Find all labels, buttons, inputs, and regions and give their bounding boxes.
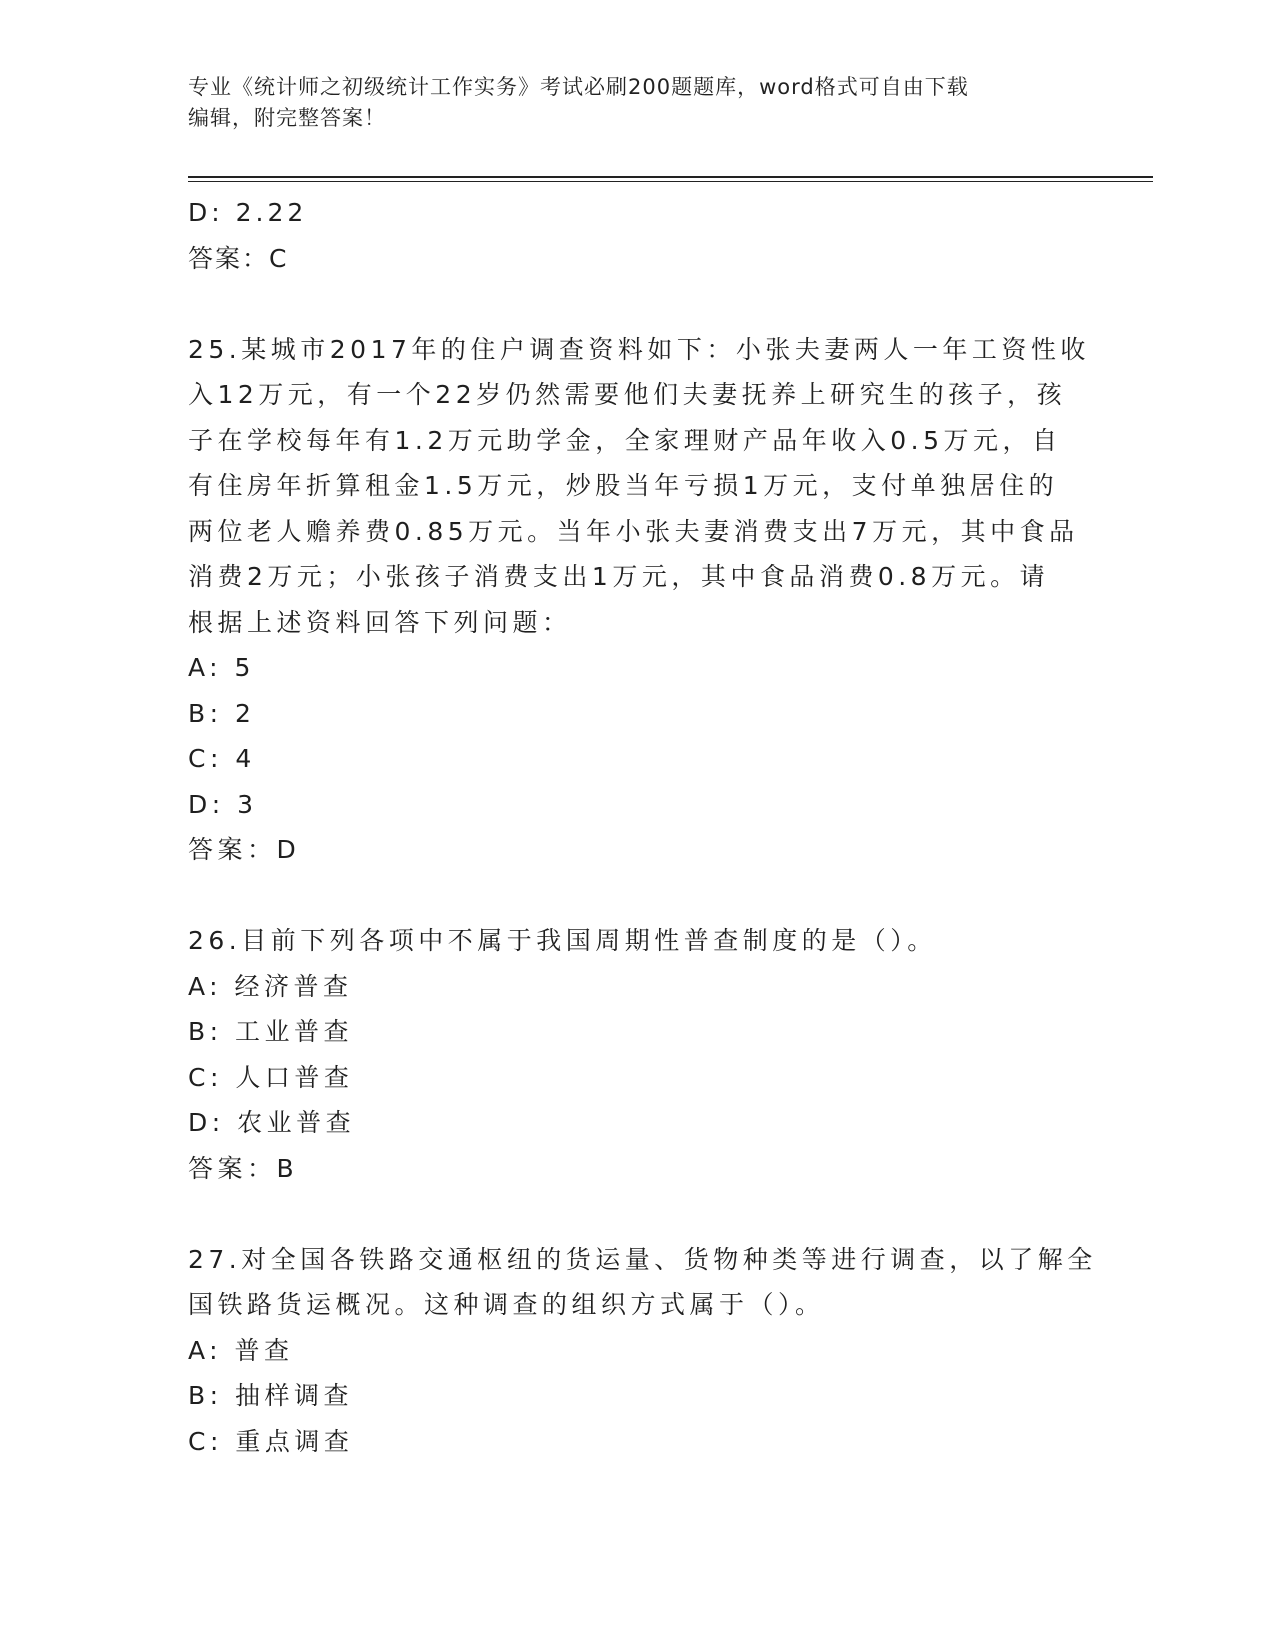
question-26-option-d: D: 农业普查 [188, 1108, 356, 1137]
question-27-option-c: C: 重点调查 [188, 1426, 354, 1456]
question-25-answer: 答案：D [188, 835, 301, 864]
question-27-option-a: A: 普查 [188, 1335, 294, 1365]
question-26-option-a: A: 经济普查 [188, 971, 353, 1001]
question-25-stem-line: 有住房年折算租金1.5万元，炒股当年亏损1万元，支付单独居住的 [188, 471, 1059, 500]
question-25-option-b: B: 2 [188, 698, 256, 728]
question-26-stem-line: 26.目前下列各项中不属于我国周期性普查制度的是（）。 [188, 926, 937, 955]
question-25-stem-line: 子在学校每年有1.2万元助学金，全家理财产品年收入0.5万元，自 [188, 425, 1062, 455]
question-27-stem-line: 27.对全国各铁路交通枢纽的货运量、货物种类等进行调查，以了解全 [188, 1244, 1097, 1274]
question-25-option-c: C: 4 [188, 744, 256, 773]
question-25-option-d: D: 3 [188, 789, 258, 819]
question-content [188, 190, 1097, 1464]
question-27-option-b: B: 抽样调查 [188, 1381, 354, 1410]
question-25 [188, 327, 1090, 873]
spacer [188, 1191, 1068, 1237]
question-25-stem-line: 入12万元，有一个22岁仍然需要他们夫妻抚养上研究生的孩子，孩 [188, 380, 1067, 409]
spacer [188, 281, 1068, 327]
question-25-stem-line: 消费2万元；小张孩子消费支出1万元，其中食品消费0.8万元。请 [188, 562, 1050, 591]
question-26-option-b: B: 工业普查 [188, 1017, 354, 1046]
header-divider-thick [188, 176, 1153, 178]
header-divider-thin [188, 181, 1153, 182]
question-25-stem-line: 两位老人赡养费0.85万元。当年小张夫妻消费支出7万元，其中食品 [188, 516, 1079, 546]
page-header [188, 72, 1068, 134]
question-27-stem-line: 国铁路货运概况。这种调查的组织方式属于（）。 [188, 1290, 825, 1319]
question-24-option-d: D: 2.22 [188, 198, 308, 227]
question-26 [188, 918, 1068, 1191]
question-24-tail [188, 190, 1068, 281]
question-24-answer: 答案：C [188, 243, 289, 273]
header-line-1: 专业《统计师之初级统计工作实务》考试必刷200题题库，word格式可自由下载 [188, 75, 969, 99]
question-25-stem-line: 25.某城市2017年的住户调查资料如下：小张夫妻两人一年工资性收 [188, 334, 1090, 364]
question-26-option-c: C: 人口普查 [188, 1062, 354, 1092]
header-line-2: 编辑，附完整答案！ [188, 106, 386, 130]
question-25-stem-line: 根据上述资料回答下列问题： [188, 607, 572, 637]
question-26-answer: 答案：B [188, 1153, 299, 1183]
question-27 [188, 1237, 1097, 1465]
spacer [188, 873, 1068, 919]
question-25-option-a: A: 5 [188, 653, 255, 682]
